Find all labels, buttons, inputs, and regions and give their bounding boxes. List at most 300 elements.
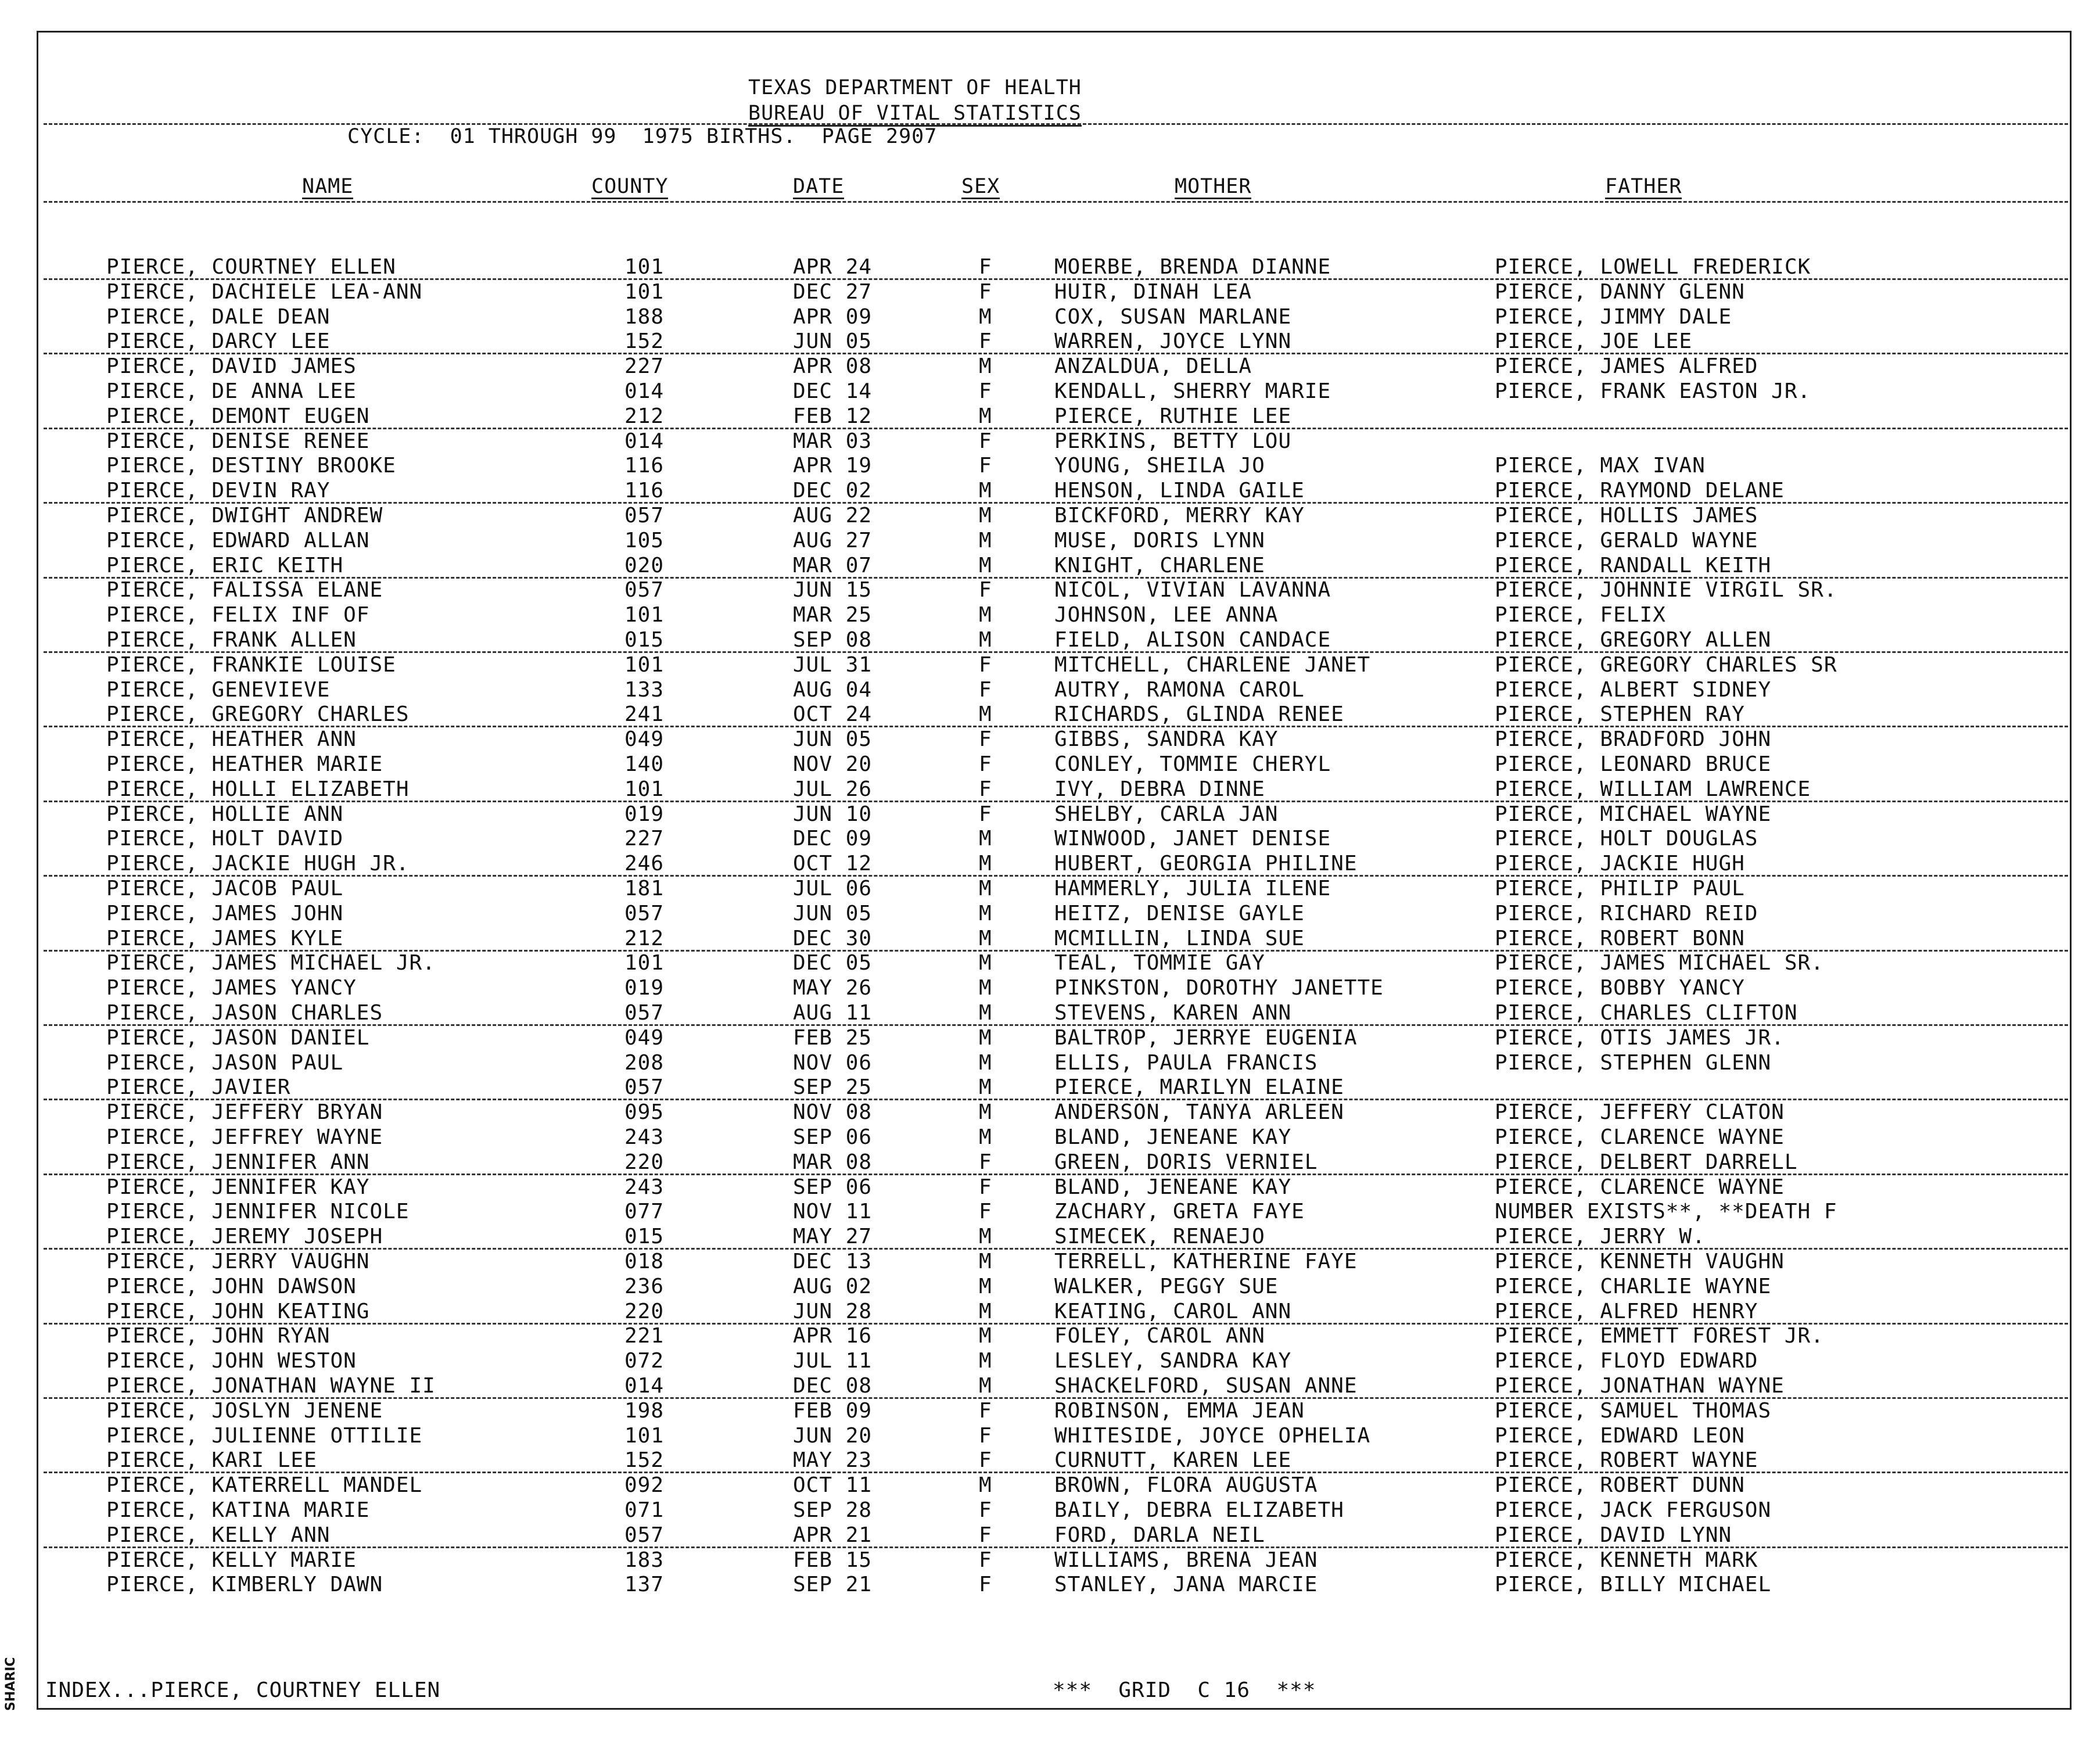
record-mother: KNIGHT, CHARLENE (1054, 553, 1265, 577)
record-sex: M (979, 1299, 992, 1323)
record-father: PIERCE, RICHARD REID (1495, 901, 1758, 925)
record-date: JUN 10 (793, 802, 873, 826)
record-name: PIERCE, DE ANNA LEE (106, 379, 357, 403)
record-sex: F (979, 578, 992, 602)
record-sex: M (979, 1225, 992, 1249)
record-sex: F (979, 652, 992, 677)
record-county: 243 (624, 1125, 665, 1149)
record-date: DEC 05 (793, 951, 873, 975)
record-sex: F (979, 1523, 992, 1547)
record-date: DEC 08 (793, 1374, 873, 1398)
grid-footer: *** GRID C 16 *** (1053, 1678, 1316, 1702)
record-date: JUN 15 (793, 578, 873, 602)
agency-title: TEXAS DEPARTMENT OF HEALTH (748, 76, 1082, 99)
record-county: 071 (624, 1498, 665, 1522)
record-county: 212 (624, 926, 665, 950)
record-name: PIERCE, KATERRELL MANDEL (106, 1473, 423, 1498)
record-name: PIERCE, EDWARD ALLAN (106, 528, 370, 552)
record-sex: M (979, 1025, 992, 1050)
record-sex: F (979, 279, 992, 304)
record-father: PIERCE, CLARENCE WAYNE (1495, 1175, 1785, 1199)
record-mother: SHELBY, CARLA JAN (1054, 802, 1279, 826)
record-father: PIERCE, JAMES ALFRED (1495, 354, 1758, 379)
record-date: FEB 25 (793, 1025, 873, 1050)
index-footer: INDEX...PIERCE, COURTNEY ELLEN (45, 1678, 441, 1702)
column-header-name: NAME (302, 175, 354, 198)
record-sex: M (979, 702, 992, 727)
record-sex: M (979, 628, 992, 652)
record-name: PIERCE, FRANK ALLEN (106, 628, 357, 652)
record-county: 049 (624, 727, 665, 752)
record-name: PIERCE, HOLT DAVID (106, 827, 344, 851)
record-father: PIERCE, GERALD WAYNE (1495, 528, 1758, 552)
record-father: PIERCE, FRANK EASTON JR. (1495, 379, 1811, 403)
record-date: JUN 05 (793, 727, 873, 752)
record-date: FEB 09 (793, 1398, 873, 1423)
record-sex: F (979, 1175, 992, 1199)
record-date: JUL 06 (793, 877, 873, 900)
record-county: 057 (624, 901, 665, 925)
record-county: 101 (624, 279, 665, 304)
column-header-county: COUNTY (591, 175, 669, 198)
record-county: 015 (624, 628, 665, 652)
record-sex: F (979, 454, 992, 478)
record-name: PIERCE, DAVID JAMES (106, 354, 357, 379)
record-father: PIERCE, BOBBY YANCY (1495, 976, 1745, 1000)
record-father: PIERCE, JACK FERGUSON (1495, 1498, 1772, 1522)
record-sex: M (979, 951, 992, 975)
record-sex: M (979, 1349, 992, 1373)
record-date: JUN 05 (793, 901, 873, 925)
record-father: PIERCE, HOLT DOUGLAS (1495, 827, 1758, 851)
record-date: JUL 11 (793, 1349, 873, 1373)
record-mother: ZACHARY, GRETA FAYE (1054, 1200, 1305, 1224)
record-mother: SIMECEK, RENAEJO (1054, 1225, 1265, 1249)
record-name: PIERCE, JOSLYN JENENE (106, 1398, 383, 1423)
record-county: 152 (624, 1448, 665, 1473)
record-name: PIERCE, JOHN DAWSON (106, 1274, 357, 1298)
record-county: 095 (624, 1100, 665, 1125)
record-sex: M (979, 479, 992, 503)
record-name: PIERCE, DEVIN RAY (106, 479, 331, 503)
record-father: PIERCE, DANNY GLENN (1495, 279, 1745, 304)
record-county: 014 (624, 429, 665, 453)
record-mother: CONLEY, TOMMIE CHERYL (1054, 752, 1331, 776)
record-name: PIERCE, JENNIFER KAY (106, 1175, 370, 1199)
record-name: PIERCE, JACKIE HUGH JR. (106, 852, 410, 876)
record-father: PIERCE, LEONARD BRUCE (1495, 752, 1772, 776)
record-mother: WARREN, JOYCE LYNN (1054, 329, 1292, 354)
record-mother: FOLEY, CAROL ANN (1054, 1324, 1265, 1348)
record-date: APR 24 (793, 255, 873, 279)
record-date: MAY 26 (793, 976, 873, 1000)
record-mother: MOERBE, BRENDA DIANNE (1054, 255, 1331, 279)
record-county: 183 (624, 1548, 665, 1572)
record-father: PIERCE, DAVID LYNN (1495, 1523, 1732, 1547)
record-mother: ELLIS, PAULA FRANCIS (1054, 1050, 1318, 1075)
record-county: 137 (624, 1573, 665, 1597)
record-mother: SHACKELFORD, SUSAN ANNE (1054, 1374, 1358, 1398)
record-father: PIERCE, ALFRED HENRY (1495, 1299, 1758, 1323)
record-mother: HEITZ, DENISE GAYLE (1054, 901, 1305, 925)
record-father: PIERCE, LOWELL FREDERICK (1495, 255, 1811, 279)
record-father: PIERCE, JEFFERY CLATON (1495, 1100, 1785, 1125)
record-county: 220 (624, 1150, 665, 1174)
record-date: FEB 15 (793, 1548, 873, 1572)
record-father: PIERCE, STEPHEN RAY (1495, 702, 1745, 727)
record-sex: M (979, 504, 992, 527)
record-mother: PINKSTON, DOROTHY JANETTE (1054, 976, 1384, 1000)
record-name: PIERCE, JAMES YANCY (106, 976, 357, 1000)
record-father: PIERCE, MICHAEL WAYNE (1495, 802, 1772, 826)
record-sex: F (979, 429, 992, 453)
record-sex: M (979, 1125, 992, 1149)
record-father: PIERCE, STEPHEN GLENN (1495, 1050, 1772, 1075)
cycle-line: CYCLE: 01 THROUGH 99 1975 BIRTHS. PAGE 2907 (347, 125, 938, 148)
record-county: 057 (624, 504, 665, 527)
record-county: 101 (624, 777, 665, 801)
record-father: NUMBER EXISTS**, **DEATH F (1495, 1200, 1837, 1224)
record-father: PIERCE, JONATHAN WAYNE (1495, 1374, 1785, 1398)
record-name: PIERCE, DWIGHT ANDREW (106, 504, 383, 527)
record-county: 077 (624, 1200, 665, 1224)
record-mother: HUIR, DINAH LEA (1054, 279, 1252, 304)
record-county: 212 (624, 404, 665, 428)
record-name: PIERCE, JOHN WESTON (106, 1349, 357, 1373)
record-father: PIERCE, CHARLES CLIFTON (1495, 1001, 1798, 1025)
record-sex: M (979, 1374, 992, 1398)
record-county: 236 (624, 1274, 665, 1298)
column-header-date: DATE (793, 175, 845, 198)
record-father: PIERCE, KENNETH MARK (1495, 1548, 1758, 1572)
record-name: PIERCE, GREGORY CHARLES (106, 702, 410, 727)
record-county: 019 (624, 976, 665, 1000)
record-county: 092 (624, 1473, 665, 1498)
record-name: PIERCE, ERIC KEITH (106, 553, 344, 577)
record-name: PIERCE, DENISE RENEE (106, 429, 370, 453)
record-county: 072 (624, 1349, 665, 1373)
record-name: PIERCE, JAVIER (106, 1075, 291, 1100)
record-name: PIERCE, HOLLIE ANN (106, 802, 344, 826)
record-sex: M (979, 1324, 992, 1348)
record-county: 241 (624, 702, 665, 727)
record-name: PIERCE, COURTNEY ELLEN (106, 255, 396, 279)
record-sex: M (979, 354, 992, 379)
record-mother: FIELD, ALISON CANDACE (1054, 628, 1331, 652)
record-father: PIERCE, HOLLIS JAMES (1495, 504, 1758, 527)
record-sex: M (979, 976, 992, 1000)
record-county: 116 (624, 479, 665, 503)
record-county: 140 (624, 752, 665, 776)
record-father: PIERCE, CLARENCE WAYNE (1495, 1125, 1785, 1149)
record-county: 014 (624, 379, 665, 403)
record-county: 101 (624, 951, 665, 975)
record-county: 015 (624, 1225, 665, 1249)
record-name: PIERCE, KARI LEE (106, 1448, 317, 1473)
record-sex: M (979, 304, 992, 329)
record-name: PIERCE, DEMONT EUGEN (106, 404, 370, 428)
record-date: OCT 12 (793, 852, 873, 876)
record-date: SEP 21 (793, 1573, 873, 1597)
record-date: MAR 07 (793, 553, 873, 577)
record-mother: KENDALL, SHERRY MARIE (1054, 379, 1331, 403)
record-date: FEB 12 (793, 404, 873, 428)
record-date: MAR 03 (793, 429, 873, 453)
record-father: PIERCE, EMMETT FOREST JR. (1495, 1324, 1824, 1348)
record-date: APR 08 (793, 354, 873, 379)
record-name: PIERCE, FALISSA ELANE (106, 578, 383, 602)
record-name: PIERCE, DALE DEAN (106, 304, 331, 329)
record-sex: F (979, 255, 992, 279)
record-father: PIERCE, BRADFORD JOHN (1495, 727, 1772, 752)
record-sex: F (979, 329, 992, 354)
record-date: NOV 11 (793, 1200, 873, 1224)
record-father: PIERCE, KENNETH VAUGHN (1495, 1250, 1785, 1273)
record-date: APR 21 (793, 1523, 873, 1547)
record-sex: M (979, 404, 992, 428)
record-sex: M (979, 852, 992, 876)
record-mother: BICKFORD, MERRY KAY (1054, 504, 1305, 527)
record-mother: WHITESIDE, JOYCE OPHELIA (1054, 1423, 1371, 1448)
record-county: 101 (624, 255, 665, 279)
record-name: PIERCE, JASON PAUL (106, 1050, 344, 1075)
record-mother: BLAND, JENEANE KAY (1054, 1125, 1292, 1149)
record-mother: HUBERT, GEORGIA PHILINE (1054, 852, 1358, 876)
record-name: PIERCE, JEREMY JOSEPH (106, 1225, 383, 1249)
record-date: NOV 06 (793, 1050, 873, 1075)
record-mother: AUTRY, RAMONA CAROL (1054, 677, 1305, 702)
record-sex: F (979, 1200, 992, 1224)
record-sex: F (979, 1423, 992, 1448)
record-name: PIERCE, JENNIFER NICOLE (106, 1200, 410, 1224)
record-sex: F (979, 727, 992, 752)
record-mother: TEAL, TOMMIE GAY (1054, 951, 1265, 975)
record-sex: F (979, 1398, 992, 1423)
record-name: PIERCE, HOLLI ELIZABETH (106, 777, 410, 801)
record-date: SEP 06 (793, 1175, 873, 1199)
record-mother: NICOL, VIVIAN LAVANNA (1054, 578, 1331, 602)
record-county: 227 (624, 827, 665, 851)
record-mother: CURNUTT, KAREN LEE (1054, 1448, 1292, 1473)
record-county: 018 (624, 1250, 665, 1273)
record-father: PIERCE, ROBERT WAYNE (1495, 1448, 1758, 1473)
record-sex: F (979, 777, 992, 801)
record-name: PIERCE, JULIENNE OTTILIE (106, 1423, 423, 1448)
record-father: PIERCE, JOE LEE (1495, 329, 1693, 354)
record-date: MAY 27 (793, 1225, 873, 1249)
record-name: PIERCE, JASON CHARLES (106, 1001, 383, 1025)
record-name: PIERCE, HEATHER ANN (106, 727, 357, 752)
record-name: PIERCE, JACOB PAUL (106, 877, 344, 900)
record-date: SEP 28 (793, 1498, 873, 1522)
record-sex: M (979, 901, 992, 925)
record-father: PIERCE, RANDALL KEITH (1495, 553, 1772, 577)
record-sex: F (979, 802, 992, 826)
record-father: PIERCE, DELBERT DARRELL (1495, 1150, 1798, 1174)
record-name: PIERCE, JONATHAN WAYNE II (106, 1374, 436, 1398)
record-father: PIERCE, MAX IVAN (1495, 454, 1706, 478)
record-mother: HAMMERLY, JULIA ILENE (1054, 877, 1331, 900)
record-county: 057 (624, 1075, 665, 1100)
record-sex: F (979, 752, 992, 776)
record-father: PIERCE, JAMES MICHAEL SR. (1495, 951, 1824, 975)
record-father: PIERCE, FLOYD EDWARD (1495, 1349, 1758, 1373)
record-county: 243 (624, 1175, 665, 1199)
record-father: PIERCE, GREGORY ALLEN (1495, 628, 1772, 652)
record-name: PIERCE, JENNIFER ANN (106, 1150, 370, 1174)
side-stamp: SHARIC (3, 1657, 18, 1711)
record-county: 020 (624, 553, 665, 577)
record-date: NOV 20 (793, 752, 873, 776)
record-date: AUG 22 (793, 504, 873, 527)
record-mother: BAILY, DEBRA ELIZABETH (1054, 1498, 1344, 1522)
record-name: PIERCE, GENEVIEVE (106, 677, 331, 702)
record-mother: ANDERSON, TANYA ARLEEN (1054, 1100, 1344, 1125)
record-date: OCT 11 (793, 1473, 873, 1498)
record-date: MAR 25 (793, 603, 873, 627)
record-name: PIERCE, JEFFERY BRYAN (106, 1100, 383, 1125)
record-father: PIERCE, RAYMOND DELANE (1495, 479, 1785, 503)
record-date: DEC 13 (793, 1250, 873, 1273)
record-sex: M (979, 1100, 992, 1125)
record-name: PIERCE, JERRY VAUGHN (106, 1250, 370, 1273)
record-name: PIERCE, KELLY ANN (106, 1523, 331, 1547)
record-father: PIERCE, ALBERT SIDNEY (1495, 677, 1772, 702)
record-mother: BLAND, JENEANE KAY (1054, 1175, 1292, 1199)
record-name: PIERCE, JAMES JOHN (106, 901, 344, 925)
record-father: PIERCE, BILLY MICHAEL (1495, 1573, 1772, 1597)
record-mother: MCMILLIN, LINDA SUE (1054, 926, 1305, 950)
record-date: SEP 25 (793, 1075, 873, 1100)
column-header-sex: SEX (961, 175, 1000, 198)
record-father: PIERCE, ROBERT DUNN (1495, 1473, 1745, 1498)
record-sex: F (979, 1448, 992, 1473)
record-mother: KEATING, CAROL ANN (1054, 1299, 1292, 1323)
record-father: PIERCE, ROBERT BONN (1495, 926, 1745, 950)
record-sex: M (979, 528, 992, 552)
record-date: JUL 26 (793, 777, 873, 801)
record-father: PIERCE, JOHNNIE VIRGIL SR. (1495, 578, 1837, 602)
record-mother: ROBINSON, EMMA JEAN (1054, 1398, 1305, 1423)
record-mother: WINWOOD, JANET DENISE (1054, 827, 1331, 851)
record-date: JUL 31 (793, 652, 873, 677)
record-mother: MITCHELL, CHARLENE JANET (1054, 652, 1371, 677)
record-name: PIERCE, DACHIELE LEA-ANN (106, 279, 423, 304)
record-mother: TERRELL, KATHERINE FAYE (1054, 1250, 1358, 1273)
record-name: PIERCE, KATINA MARIE (106, 1498, 370, 1522)
record-mother: LESLEY, SANDRA KAY (1054, 1349, 1292, 1373)
record-name: PIERCE, JAMES MICHAEL JR. (106, 951, 436, 975)
record-sex: M (979, 827, 992, 851)
record-county: 101 (624, 652, 665, 677)
record-sex: F (979, 1548, 992, 1572)
record-county: 221 (624, 1324, 665, 1348)
record-sex: M (979, 1250, 992, 1273)
record-name: PIERCE, DESTINY BROOKE (106, 454, 396, 478)
record-mother: BROWN, FLORA AUGUSTA (1054, 1473, 1318, 1498)
record-date: AUG 02 (793, 1274, 873, 1298)
record-sex: F (979, 1573, 992, 1597)
record-name: PIERCE, JASON DANIEL (106, 1025, 370, 1050)
bureau-title: BUREAU OF VITAL STATISTICS (748, 103, 1082, 127)
record-mother: HENSON, LINDA GAILE (1054, 479, 1305, 503)
record-county: 019 (624, 802, 665, 826)
record-mother: WALKER, PEGGY SUE (1054, 1274, 1279, 1298)
record-mother: PIERCE, RUTHIE LEE (1054, 404, 1292, 428)
record-county: 057 (624, 1523, 665, 1547)
record-date: MAY 23 (793, 1448, 873, 1473)
record-sex: M (979, 1001, 992, 1025)
record-sex: M (979, 1050, 992, 1075)
record-sex: F (979, 1498, 992, 1522)
record-date: JUN 28 (793, 1299, 873, 1323)
record-county: 181 (624, 877, 665, 900)
record-father: PIERCE, JACKIE HUGH (1495, 852, 1745, 876)
record-name: PIERCE, FELIX INF OF (106, 603, 370, 627)
record-name: PIERCE, HEATHER MARIE (106, 752, 383, 776)
record-mother: STEVENS, KAREN ANN (1054, 1001, 1292, 1025)
record-mother: PIERCE, MARILYN ELAINE (1054, 1075, 1344, 1100)
record-date: DEC 02 (793, 479, 873, 503)
record-date: APR 16 (793, 1324, 873, 1348)
record-mother: YOUNG, SHEILA JO (1054, 454, 1265, 478)
record-county: 133 (624, 677, 665, 702)
record-name: PIERCE, JOHN RYAN (106, 1324, 331, 1348)
record-sex: M (979, 553, 992, 577)
record-date: AUG 11 (793, 1001, 873, 1025)
record-county: 246 (624, 852, 665, 876)
record-name: PIERCE, FRANKIE LOUISE (106, 652, 396, 677)
record-mother: IVY, DEBRA DINNE (1054, 777, 1265, 801)
record-date: JUN 05 (793, 329, 873, 354)
record-name: PIERCE, DARCY LEE (106, 329, 331, 354)
record-date: DEC 30 (793, 926, 873, 950)
record-date: OCT 24 (793, 702, 873, 727)
record-name: PIERCE, KELLY MARIE (106, 1548, 357, 1572)
record-date: JUN 20 (793, 1423, 873, 1448)
record-father: PIERCE, SAMUEL THOMAS (1495, 1398, 1772, 1423)
record-sex: M (979, 1473, 992, 1498)
record-county: 188 (624, 304, 665, 329)
record-county: 220 (624, 1299, 665, 1323)
record-mother: WILLIAMS, BRENA JEAN (1054, 1548, 1318, 1572)
record-name: PIERCE, JEFFREY WAYNE (106, 1125, 383, 1149)
record-father: PIERCE, OTIS JAMES JR. (1495, 1025, 1785, 1050)
record-sex: F (979, 379, 992, 403)
record-date: APR 19 (793, 454, 873, 478)
record-father: PIERCE, WILLIAM LAWRENCE (1495, 777, 1811, 801)
record-county: 049 (624, 1025, 665, 1050)
record-father: PIERCE, PHILIP PAUL (1495, 877, 1745, 900)
column-header-mother: MOTHER (1175, 175, 1252, 198)
record-date: SEP 06 (793, 1125, 873, 1149)
record-county: 227 (624, 354, 665, 379)
record-mother: FORD, DARLA NEIL (1054, 1523, 1265, 1547)
record-father: PIERCE, GREGORY CHARLES SR (1495, 652, 1837, 677)
record-father: PIERCE, JIMMY DALE (1495, 304, 1732, 329)
record-county: 116 (624, 454, 665, 478)
record-mother: STANLEY, JANA MARCIE (1054, 1573, 1318, 1597)
record-date: DEC 27 (793, 279, 873, 304)
record-name: PIERCE, JAMES KYLE (106, 926, 344, 950)
record-county: 208 (624, 1050, 665, 1075)
record-county: 105 (624, 528, 665, 552)
record-date: APR 09 (793, 304, 873, 329)
record-mother: BALTROP, JERRYE EUGENIA (1054, 1025, 1358, 1050)
record-county: 057 (624, 578, 665, 602)
record-father: PIERCE, CHARLIE WAYNE (1495, 1274, 1772, 1298)
record-sex: F (979, 1150, 992, 1174)
